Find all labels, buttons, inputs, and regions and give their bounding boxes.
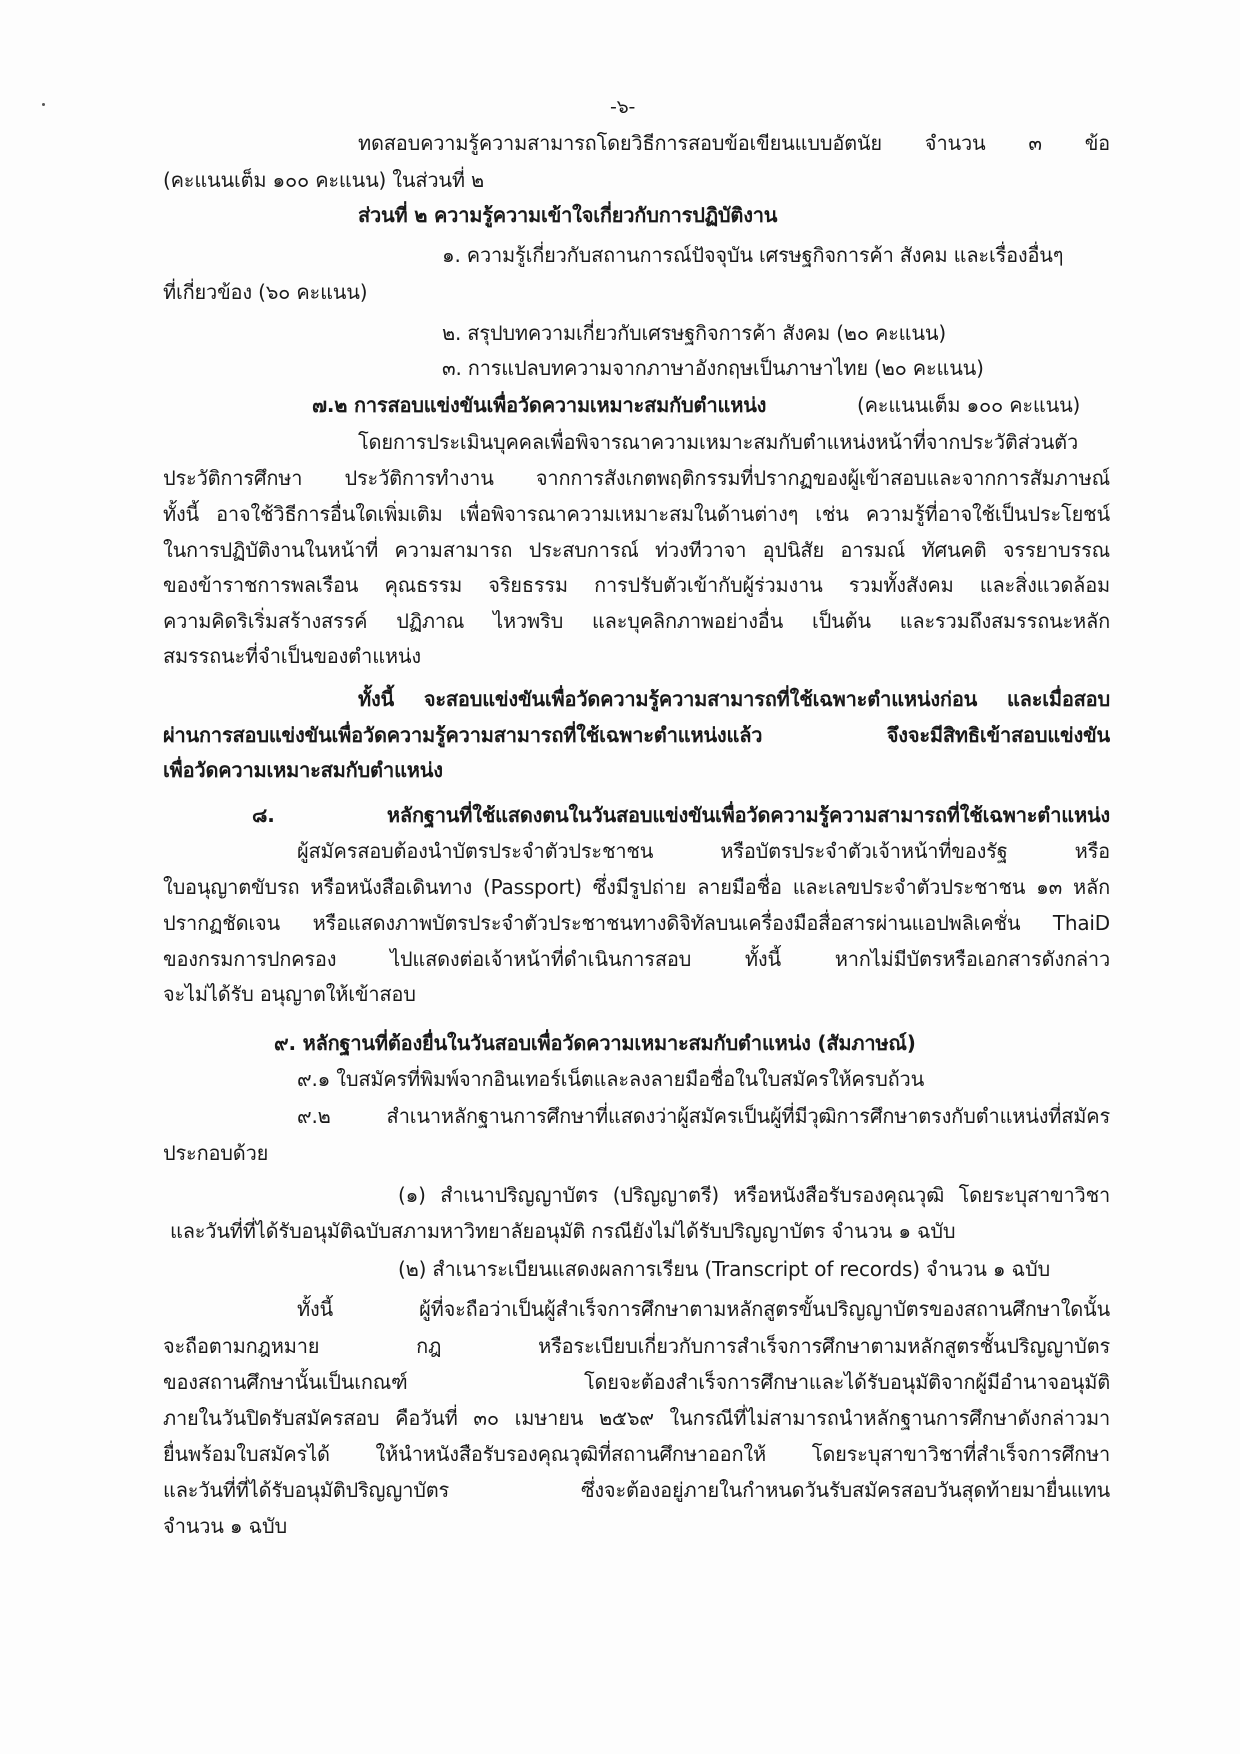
body-text-line: ๒. สรุปบทความเกี่ยวกับเศรษฐกิจการค้า สังคม (๒๐ คะแนน) bbox=[442, 321, 946, 345]
heading-line: ส่วนที่ ๒ ความรู้ความเข้าใจเกี่ยวกับการปฏิบัติงาน bbox=[358, 203, 778, 227]
body-text-line: และวันที่ที่ได้รับอนุมัติฉบับสภามหาวิทยาลัยอนุมัติ กรณียังไม่ได้รับปริญญาบัตร จำนวน ๑ ฉบับ bbox=[170, 1219, 956, 1243]
body-text-line: ของกรมการปกครอง ไปแสดงต่อเจ้าหน้าที่ดำเนินการสอบ ทั้งนี้ หากไม่มีบัตรหรือเอกสารดังกล่าว bbox=[163, 947, 1110, 971]
body-text-line: และวันที่ที่ได้รับอนุมัติปริญญาบัตร ซึ่งจะต้องอยู่ภายในกำหนดวันรับสมัครสอบวันสุดท้ายมายื่นแทน bbox=[163, 1478, 1110, 1502]
heading-line: ๗.๒ การสอบแข่งขันเพื่อวัดความเหมาะสมกับตำแหน่ง bbox=[312, 393, 767, 417]
body-text-line: โดยการประเมินบุคคลเพื่อพิจารณาความเหมาะสมกับตำแหน่งหน้าที่จากประวัติส่วนตัว bbox=[358, 430, 1078, 454]
body-text-line: ภายในวันปิดรับสมัครสอบ คือวันที่ ๓๐ เมษายน ๒๕๖๙ ในกรณีที่ไม่สามารถนำหลักฐานการศึกษาดังกล่าวมา bbox=[163, 1406, 1110, 1430]
body-text-line: ปรากฏชัดเจน หรือแสดงภาพบัตรประจำตัวประชาชนทางดิจิทัลบนเครื่องมือสื่อสารผ่านแอปพลิเคชั่น ThaiD bbox=[163, 911, 1110, 935]
body-text-line: ที่เกี่ยวข้อง (๖๐ คะแนน) bbox=[163, 280, 368, 304]
body-text-line: ใบอนุญาตขับรถ หรือหนังสือเดินทาง (Passport) ซึ่งมีรูปถ่าย ลายมือชื่อ และเลขประจำตัวประชาชน ๑๓ หลัก bbox=[163, 875, 1110, 899]
body-text-line: จะถือตามกฎหมาย กฎ หรือระเบียบเกี่ยวกับการสำเร็จการศึกษาตามหลักสูตรชั้นปริญญาบัตร bbox=[163, 1334, 1110, 1358]
heading-line: ผ่านการสอบแข่งขันเพื่อวัดความรู้ความสามารถที่ใช้เฉพาะตำแหน่งแล้ว จึงจะมีสิทธิเข้าสอบแข่งขัน bbox=[163, 723, 1110, 747]
page-number: -๖- bbox=[610, 96, 636, 118]
body-text-line: ยื่นพร้อมใบสมัครได้ ให้นำหนังสือรับรองคุณวุฒิที่สถานศึกษาออกให้ โดยระบุสาขาวิชาที่สำเร็จการศึกษา bbox=[163, 1442, 1110, 1466]
scan-speck bbox=[42, 103, 45, 106]
body-text-line: ประวัติการศึกษา ประวัติการทำงาน จากการสังเกตพฤติกรรมที่ปรากฏของผู้เข้าสอบและจากการสัมภาษณ์ bbox=[163, 466, 1110, 490]
body-text-line: ผู้สมัครสอบต้องนำบัตรประจำตัวประชาชน หรือบัตรประจำตัวเจ้าหน้าที่ของรัฐ หรือ bbox=[297, 839, 1110, 863]
body-text-line: ๑. ความรู้เกี่ยวกับสถานการณ์ปัจจุบัน เศรษฐกิจการค้า สังคม และเรื่องอื่นๆ bbox=[442, 243, 1064, 267]
body-text-line: ในการปฏิบัติงานในหน้าที่ ความสามารถ ประสบการณ์ ท่วงทีวาจา อุปนิสัย อารมณ์ ทัศนคติ จรรยาบรรณ bbox=[163, 538, 1110, 562]
body-text-line: ความคิดริเริ่มสร้างสรรค์ ปฏิภาณ ไหวพริบ และบุคลิกภาพอย่างอื่น เป็นต้น และรวมถึงสมรรถนะหลัก bbox=[163, 609, 1110, 633]
body-text-line: สมรรถนะที่จำเป็นของตำแหน่ง bbox=[163, 644, 421, 668]
heading-line: ๙. หลักฐานที่ต้องยื่นในวันสอบเพื่อวัดความเหมาะสมกับตำแหน่ง (สัมภาษณ์) bbox=[274, 1031, 916, 1055]
body-text-line: (คะแนนเต็ม ๑๐๐ คะแนน) bbox=[857, 393, 1081, 417]
body-text-line: จะไม่ได้รับ อนุญาตให้เข้าสอบ bbox=[163, 982, 416, 1006]
body-text-line: ทั้งนี้ อาจใช้วิธีการอื่นใดเพิ่มเติม เพื่อพิจารณาความเหมาะสมในด้านต่างๆ เช่น ความรู้ที่อาจใช้เป็นประโยชน์ bbox=[163, 502, 1110, 526]
body-text-line: (คะแนนเต็ม ๑๐๐ คะแนน) ในส่วนที่ ๒ bbox=[163, 168, 484, 192]
body-text-line: ๙.๒ สำเนาหลักฐานการศึกษาที่แสดงว่าผู้สมัครเป็นผู้ที่มีวุฒิการศึกษาตรงกับตำแหน่งที่สมัคร bbox=[297, 1104, 1110, 1128]
body-text-line: ประกอบด้วย bbox=[163, 1141, 269, 1165]
heading-line: เพื่อวัดความเหมาะสมกับตำแหน่ง bbox=[163, 758, 443, 782]
heading-line: ๘. หลักฐานที่ใช้แสดงตนในวันสอบแข่งขันเพื่อวัดความรู้ความสามารถที่ใช้เฉพาะตำแหน่ง bbox=[252, 803, 1110, 827]
body-text-line: ทดสอบความรู้ความสามารถโดยวิธีการสอบข้อเขียนแบบอัตนัย จำนวน ๓ ข้อ bbox=[358, 131, 1110, 155]
heading-line: ทั้งนี้ จะสอบแข่งขันเพื่อวัดความรู้ความสามารถที่ใช้เฉพาะตำแหน่งก่อน และเมื่อสอบ bbox=[358, 687, 1110, 711]
body-text-line: ทั้งนี้ ผู้ที่จะถือว่าเป็นผู้สำเร็จการศึกษาตามหลักสูตรขั้นปริญญาบัตรของสถานศึกษาใดนั้น bbox=[297, 1297, 1110, 1321]
body-text-line: ของสถานศึกษานั้นเป็นเกณฑ์ โดยจะต้องสำเร็จการศึกษาและได้รับอนุมัติจากผู้มีอำนาจอนุมัติ bbox=[163, 1370, 1110, 1394]
body-text-line: ของข้าราชการพลเรือน คุณธรรม จริยธรรม การปรับตัวเข้ากับผู้ร่วมงาน รวมทั้งสังคม และสิ่งแวดล้อม bbox=[163, 573, 1110, 597]
body-text-line: (๑) สำเนาปริญญาบัตร (ปริญญาตรี) หรือหนังสือรับรองคุณวุฒิ โดยระบุสาขาวิชา bbox=[398, 1183, 1110, 1207]
body-text-line: จำนวน ๑ ฉบับ bbox=[163, 1514, 287, 1538]
body-text-line: (๒) สำเนาระเบียนแสดงผลการเรียน (Transcript of records) จำนวน ๑ ฉบับ bbox=[398, 1257, 1050, 1281]
body-text-line: ๙.๑ ใบสมัครที่พิมพ์จากอินเทอร์เน็ตและลงลายมือชื่อในใบสมัครให้ครบถ้วน bbox=[297, 1067, 925, 1091]
body-text-line: ๓. การแปลบทความจากภาษาอังกฤษเป็นภาษาไทย (๒๐ คะแนน) bbox=[442, 356, 984, 380]
